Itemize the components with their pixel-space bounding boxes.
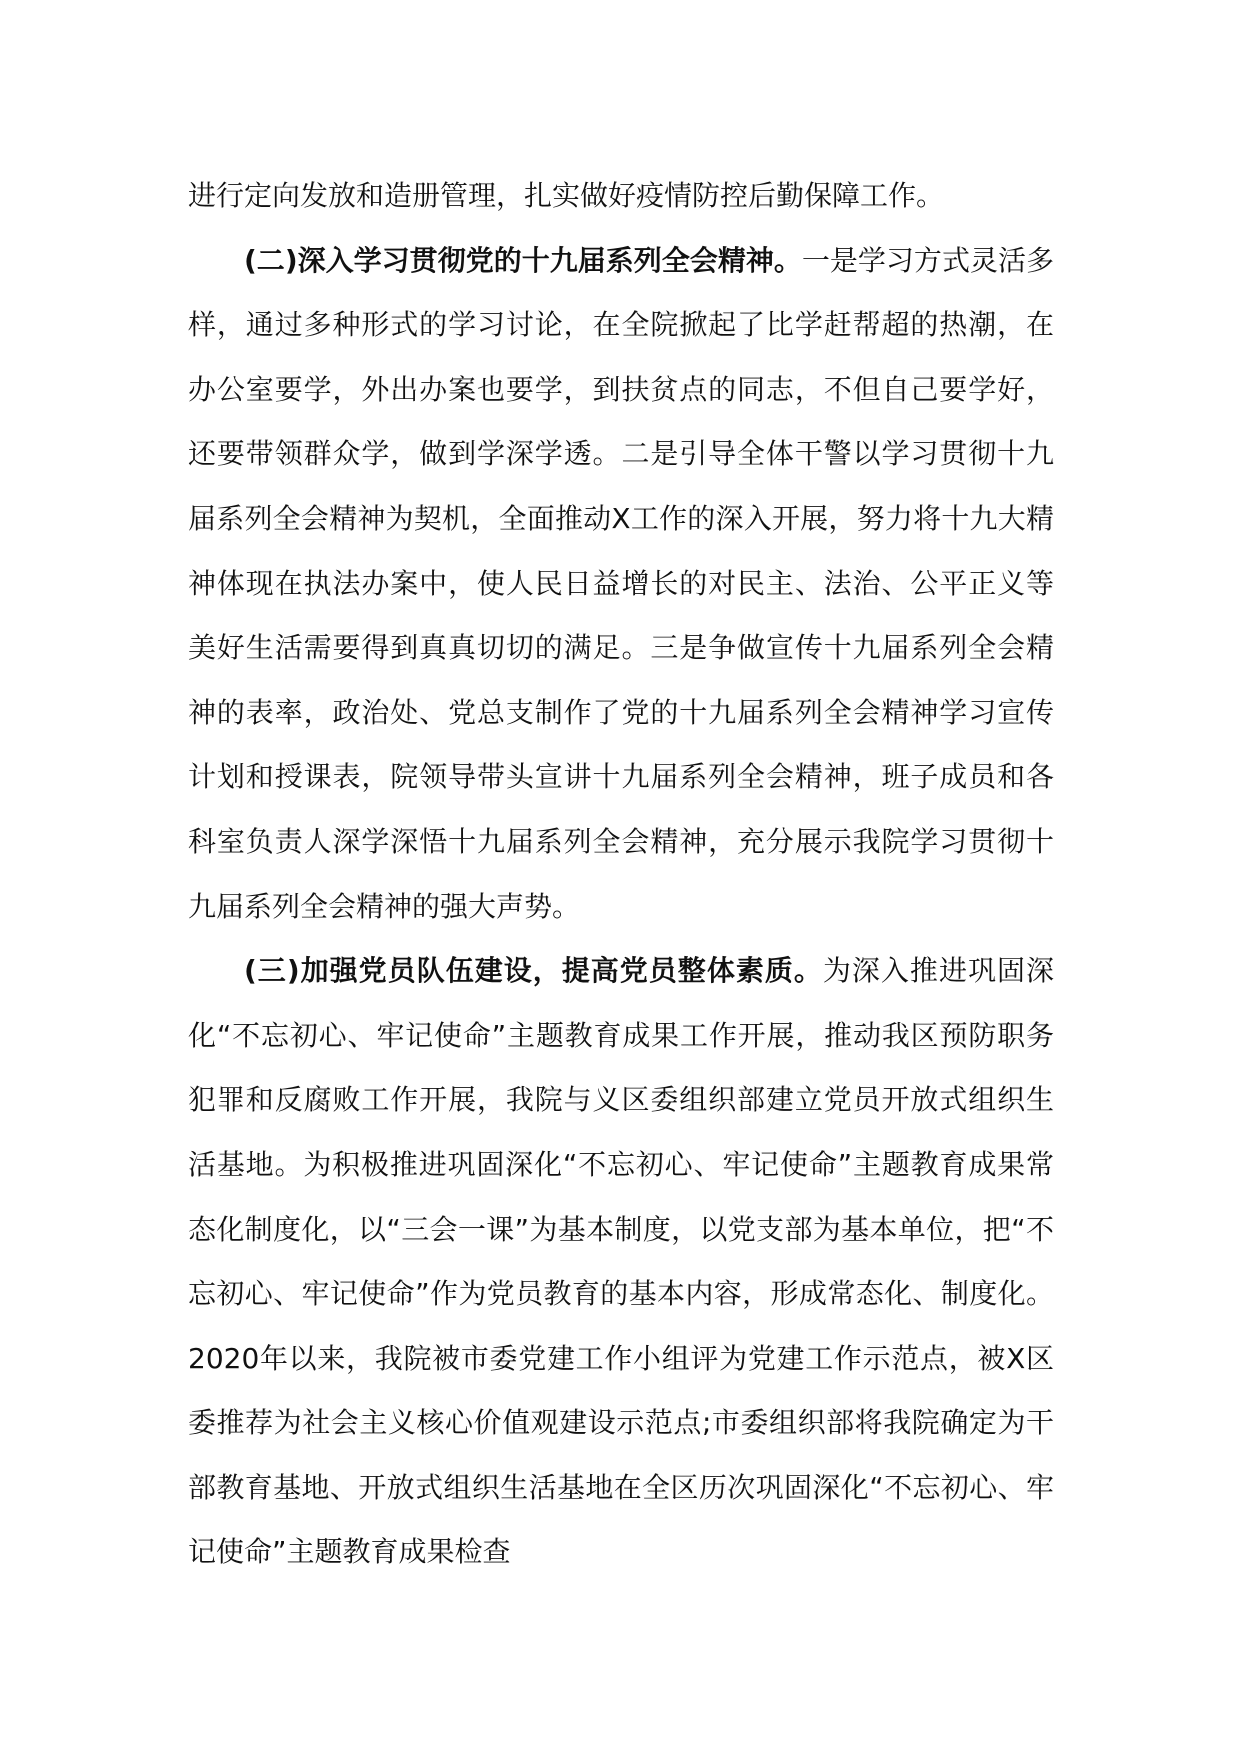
section-heading: (二)深入学习贯彻党的十九届系列全会精神。 (244, 243, 802, 277)
document-body (188, 164, 1054, 1585)
section-heading: (三)加强党员队伍建设，提高党员整体素质。 (244, 954, 823, 988)
paragraph-section-3 (188, 939, 1054, 1585)
paragraph-text: 进行定向发放和造册管理，扎实做好疫情防控后勤保障工作。 (188, 179, 945, 212)
paragraph-continuation (188, 164, 1054, 229)
paragraph-text: 为深入推进巩固深化“不忘初心、牢记使命”主题教育成果工作开展，推动我区预防职务犯罪和反腐败工作开展，我院与义区委组织部建立党员开放式组织生活基地。为积极推进巩固深化“不忘初心、牢记使命”主题教育成果常态化制度化，以“三会一课”为基本制度，以党支部为基本单位，把“不忘初心、牢记使命”作为党员教育的基本内容，形成常态化、制度化。2020年以来，我院被市委党建工作小组评为党建工作示范点，被X区委推荐为社会主义核心价值观建设示范点;市委组织部将我院确定为干部教育基地、开放式组织生活基地在全区历次巩固深化“不忘初心、牢记使命”主题教育成果检查 (188, 954, 1054, 1569)
paragraph-section-2 (188, 229, 1054, 940)
paragraph-text: 一是学习方式灵活多样，通过多种形式的学习讨论，在全院掀起了比学赶帮超的热潮，在办公室要学，外出办案也要学，到扶贫点的同志，不但自己要学好，还要带领群众学，做到学深学透。二是引导全体干警以学习贯彻十九届系列全会精神为契机，全面推动X工作的深入开展，努力将十九大精神体现在执法办案中，使人民日益增长的对民主、法治、公平正义等美好生活需要得到真真切切的满足。三是争做宣传十九届系列全会精神的表率，政治处、党总支制作了党的十九届系列全会精神学习宣传计划和授课表，院领导带头宣讲十九届系列全会精神，班子成员和各科室负责人深学深悟十九届系列全会精神，充分展示我院学习贯彻十九届系列全会精神的强大声势。 (188, 243, 1054, 923)
